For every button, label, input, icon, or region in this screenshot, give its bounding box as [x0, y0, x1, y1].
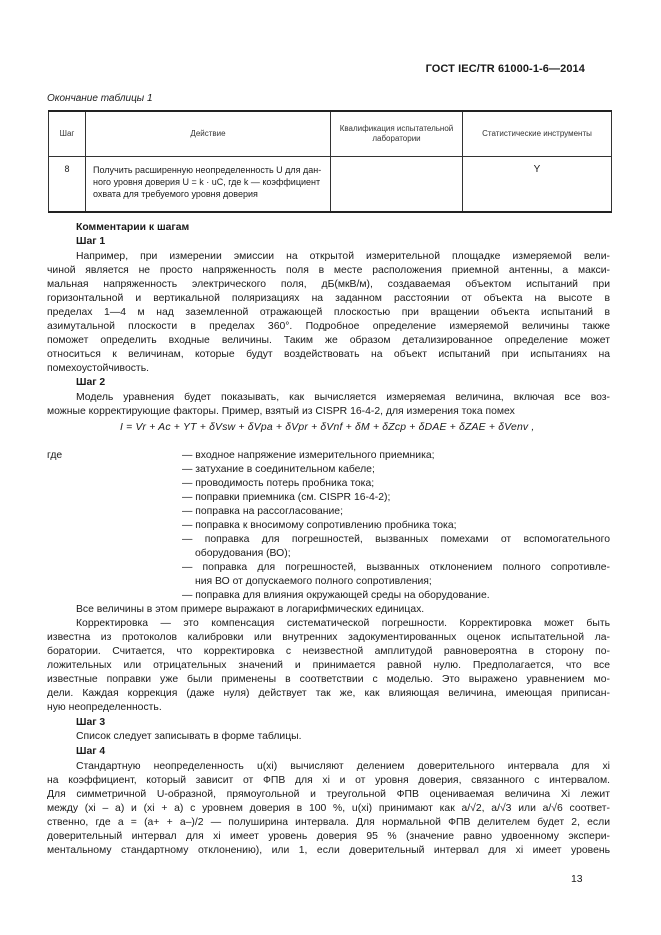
paragraph-line: пределах 1—4 м над заземленной отражающей плоскостью при вращении объекта испытаний в: [47, 307, 610, 318]
definition-text: — поправки приемника (см. CISPR 16-4-2);: [182, 492, 391, 503]
paragraph-line: горизонтальной и вертикальной поляризациях на заданном расстоянии от объекта на высоте в: [47, 293, 610, 304]
header-tools: Статистические инструменты: [463, 111, 612, 157]
model-equation: I = Vr + Ac + YT + δVsw + δVpa + δVpr + δVnf + δM + δZcp + δDAE + δZAE + δVenv ,: [120, 422, 535, 433]
paragraph-line: боратории. Считается, что корректировка с неизвестной амплитудой равновероятна в сторону по-: [47, 646, 610, 657]
definition-text: ния ВО от допускаемого полного сопротивления;: [195, 576, 432, 587]
row-step: 8: [49, 157, 86, 213]
definition-text: — поправка для погрешностей, вызванных помехами от вспомогательного: [182, 534, 610, 545]
row-action-line: Получить расширенную неопределенность U для дан-: [93, 165, 322, 175]
header-step: Шаг: [49, 111, 86, 157]
paragraph-line: Все величины в этом примере выражают в логарифмических единицах.: [76, 604, 425, 615]
paragraph-line: ственно, где a = (a+ + a–)/2 — полуширина интервала. Для нормальной ФПВ делителем будет 2, если: [47, 817, 610, 828]
header-qualification: Квалификация испытательной лаборатории: [331, 111, 463, 157]
paragraph-line: Для симметричной U-образной, прямоугольной и треугольной ФПВ оцениваемая величина Xi лежит: [47, 789, 610, 800]
paragraph-line: между (xi – a) и (xi + a) с уровнем доверия в 100 %, u(xi) принимают как a/√2, a/√3 или a/√6 соответ-: [47, 803, 610, 814]
step2-title: Шаг 2: [76, 377, 106, 388]
where-label: где: [47, 450, 63, 461]
paragraph-line: доверительный интервал для xi имеет уровень доверия 95 % (значение равно удвоенному экспери-: [47, 831, 610, 842]
standard-header: ГОСТ IEC/TR 61000-1-6—2014: [425, 63, 585, 75]
definition-text: — поправка на рассогласование;: [182, 506, 343, 517]
row-action: [86, 157, 331, 213]
steps-table: [48, 110, 612, 213]
definition-text: — проводимость потерь пробника тока;: [182, 478, 375, 489]
row-action-line: ного уровня доверия U = k · uC, где k — коэффициент: [93, 177, 321, 187]
table-header-row: [49, 111, 612, 157]
paragraph-line: относиться к величинам, которые будут воздействовать на объект испытаний при испытаниях на: [47, 349, 610, 360]
row-qualification: [331, 157, 463, 213]
paragraph-line: Например, при измерении эмиссии на открытой измерительной площадке измеряемой вели-: [76, 251, 610, 262]
paragraph-line: известные поправки уже были применены в соответствии с моделью. Это выражено уравнением мо-: [47, 674, 610, 685]
definition-text: — поправка для погрешностей, вызванных отклонением полного сопротивле-: [182, 562, 610, 573]
table-caption: Окончание таблицы 1: [47, 93, 153, 104]
definition-text: — входное напряжение измерительного приемника;: [182, 450, 435, 461]
step4-title: Шаг 4: [76, 746, 106, 757]
paragraph-line: поможет определить входные величины. Таким же образом детализированное определение может: [47, 335, 610, 346]
paragraph-line: Стандартную неопределенность u(xi) вычисляют делением доверительного интервала для xi: [76, 761, 610, 772]
paragraph-line: ную неопределенность.: [47, 702, 162, 713]
table-row: [49, 157, 612, 213]
definition-text: — поправка для влияния окружающей среды на оборудование.: [182, 590, 490, 601]
definition-text: — затухание в соединительном кабеле;: [182, 464, 375, 475]
paragraph-line: Модель уравнения будет показывать, как вычисляется измеряемая величина, включая все воз-: [76, 392, 610, 403]
comments-heading: Комментарии к шагам: [76, 222, 190, 233]
step1-title: Шаг 1: [76, 236, 106, 247]
header-action: Действие: [86, 111, 331, 157]
row-tools: Y: [463, 157, 612, 213]
paragraph-line: Корректировка — это компенсация систематической погрешности. Корректировка может быть: [76, 618, 610, 629]
paragraph-line: Список следует записывать в форме таблицы.: [76, 731, 302, 742]
step3-title: Шаг 3: [76, 717, 106, 728]
paragraph-line: ложительных или отрицательных значений и принимается равной нулю. Предполагается, что все: [47, 660, 610, 671]
paragraph-line: мальная напряженность электрического поля, дБ(мкВ/м), создаваемая объектом испытаний при: [47, 279, 610, 290]
paragraph-line: азимутальной плоскости в пределах 360°. Подробное определение измеряемой величины также: [47, 321, 610, 332]
paragraph-line: помехоустойчивость.: [47, 363, 149, 374]
paragraph-line: на коэффициент, который зависит от ФПВ для xi и от уровня доверия, связанного с интервалом.: [47, 775, 610, 786]
definition-text: — поправка к вносимому сопротивлению пробника тока;: [182, 520, 457, 531]
paragraph-line: ментальному стандартному отклонению), или 1, если доверительный интервал для xi имеет уровень: [47, 845, 610, 856]
paragraph-line: можные корректирующие факторы. Пример, взятый из CISPR 16-4-2, для измерения тока помех: [47, 406, 515, 417]
row-action-line: охвата для требуемого уровня доверия: [93, 189, 258, 199]
definition-text: оборудования (ВО);: [195, 548, 291, 559]
paragraph-line: дели. Каждая коррекция (даже нуля) действует так же, как влияющая величина, имеющая приписан-: [47, 688, 610, 699]
paragraph-line: известна из протоколов калибровки или внутренних задокументированных оценок испытательной ла-: [47, 632, 610, 643]
paragraph-line: чиной является не просто напряженность поля в месте расположения приемной антенны, а макси-: [47, 265, 610, 276]
page-number: 13: [571, 874, 583, 885]
